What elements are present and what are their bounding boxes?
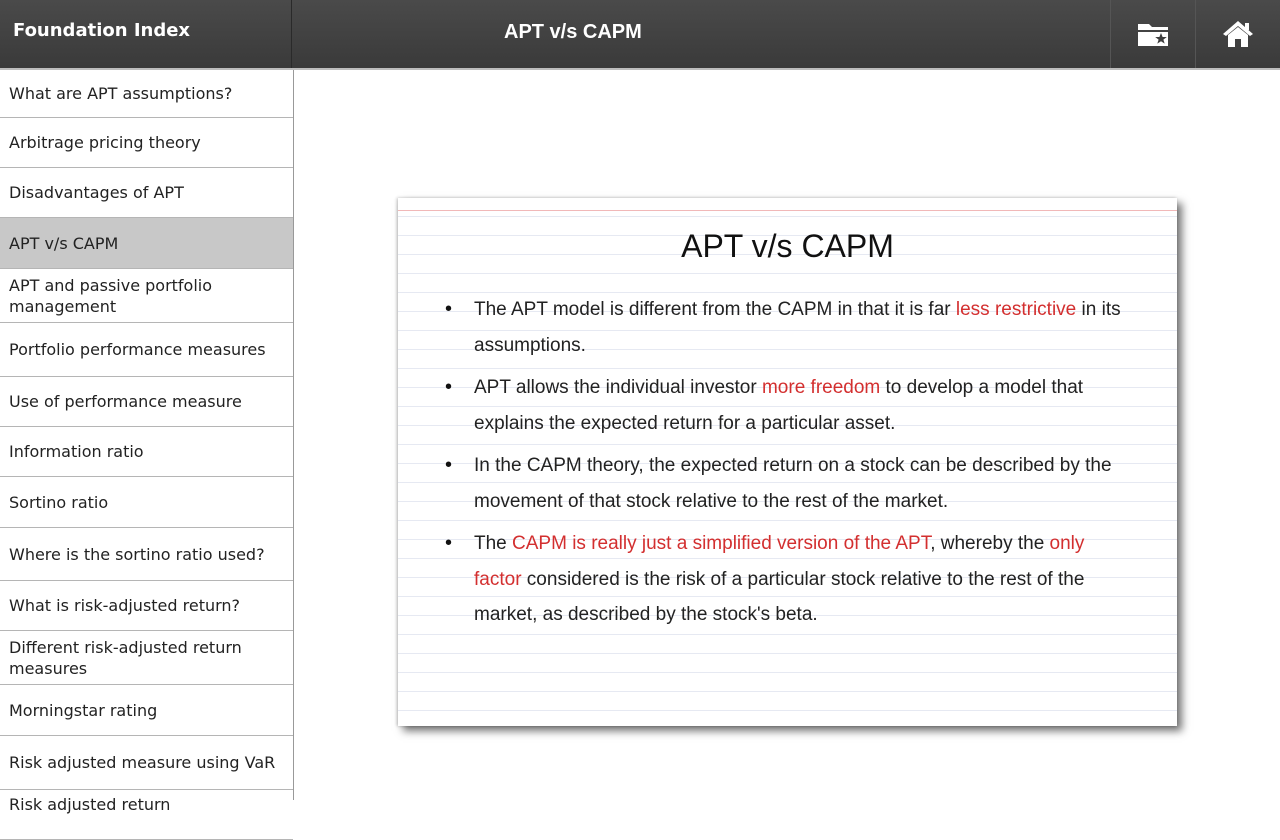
- bullet-list: [445, 292, 1125, 640]
- sidebar: [0, 70, 294, 814]
- folder-star-icon: [1136, 20, 1170, 48]
- sidebar-item-arbitrage-pricing-theory[interactable]: Arbitrage pricing theory: [0, 118, 293, 168]
- bullet-item: • In the CAPM theory, the expected return on a stock can be described by the movement of that stock relative to the rest of the market.: [445, 448, 1125, 519]
- sidebar-item-information-ratio[interactable]: Information ratio: [0, 427, 293, 477]
- sidebar-item-disadvantages-of-apt[interactable]: Disadvantages of APT: [0, 168, 293, 218]
- card-margin-line: [398, 210, 1177, 211]
- sidebar-item-risk-adjusted[interactable]: Risk adjusted return: [0, 790, 293, 840]
- sidebar-item-sortino-used[interactable]: Where is the sortino ratio used?: [0, 528, 293, 581]
- page-title: APT v/s CAPM: [504, 21, 642, 43]
- home-icon: [1221, 19, 1255, 49]
- sidebar-item-risk-var[interactable]: Risk adjusted measure using VaR: [0, 736, 293, 790]
- sidebar-item-apt-passive-portfolio[interactable]: APT and passive portfolio management: [0, 269, 293, 323]
- home-button[interactable]: [1195, 0, 1280, 68]
- sidebar-item-risk-adjusted-return[interactable]: What is risk-adjusted return?: [0, 581, 293, 631]
- sidebar-item-morningstar-rating[interactable]: Morningstar rating: [0, 685, 293, 736]
- sidebar-item-apt-assumptions[interactable]: What are APT assumptions?: [0, 70, 293, 118]
- sidebar-item-apt-vs-capm[interactable]: APT v/s CAPM: [0, 218, 293, 269]
- sidebar-title: Foundation Index: [0, 0, 292, 68]
- sidebar-item-sortino-ratio[interactable]: Sortino ratio: [0, 477, 293, 528]
- bullet-item: • APT allows the individual investor more freedom to develop a model that explains the expected return for a particular asset.: [445, 370, 1125, 441]
- top-bar: [0, 0, 1280, 68]
- content-card: [398, 198, 1177, 726]
- bullet-item: • The CAPM is really just a simplified version of the APT, whereby the only factor considered is the risk of a particular stock relative to the rest of the market, as described by the stock's beta.: [445, 526, 1125, 633]
- card-title: APT v/s CAPM: [681, 228, 894, 264]
- bullet-item: • The APT model is different from the CAPM in that it is far less restrictive in its assumptions.: [445, 292, 1125, 363]
- bookmarks-button[interactable]: [1110, 0, 1194, 68]
- sidebar-item-portfolio-performance[interactable]: Portfolio performance measures: [0, 323, 293, 377]
- sidebar-item-use-of-performance[interactable]: Use of performance measure: [0, 377, 293, 427]
- sidebar-item-risk-adjusted-measures[interactable]: Different risk-adjusted return measures: [0, 631, 293, 685]
